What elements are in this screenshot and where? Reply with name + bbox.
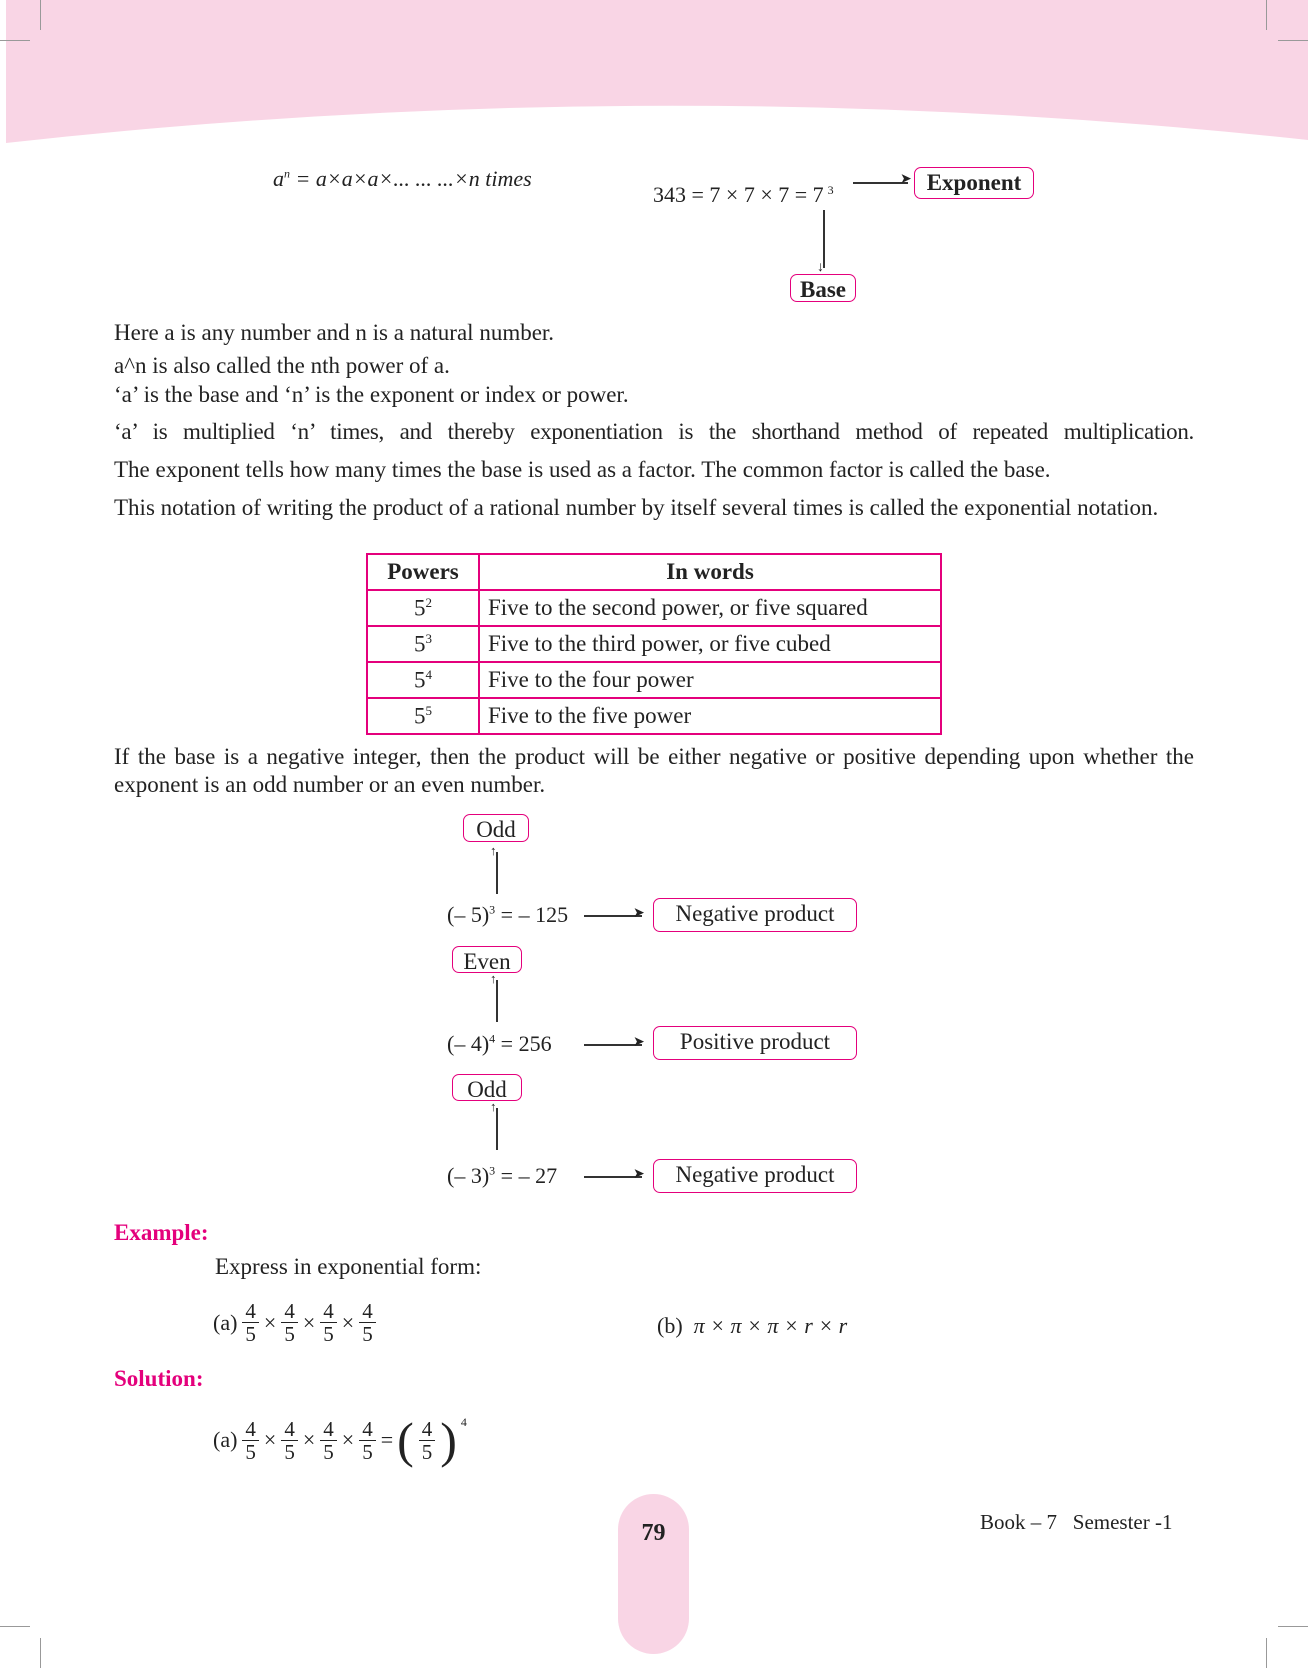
table-row: $5^2$ Five to the second power, or five squared xyxy=(367,590,941,626)
table-row: $5^5$ Five to the five power xyxy=(367,698,941,734)
header-in-words: In words xyxy=(479,554,941,590)
footer-book-info: Book – 7 Semester -1 xyxy=(980,1510,1173,1534)
power-definition-formula xyxy=(273,166,532,192)
example-equation xyxy=(653,182,834,208)
formula-times: times xyxy=(479,166,532,191)
powers-table xyxy=(366,553,942,735)
parity-box-odd: Odd xyxy=(463,814,529,842)
page-number-tab xyxy=(618,1494,689,1654)
formula-rest: = a×a×a×... ... ...× xyxy=(290,166,469,191)
textbook-page: $a^n = a\times a\times a\times$... ... ...×n times 343 = 7 × 7 × 7 = 7 $^3$ ➤ Exponent ↓ Base Here a is any number and n is a natural number. a^n is also called the nth power of a. ‘a’ is the base and ‘n’ is the exponent or index or power. ‘a’ is multiplied ‘n’ times, and thereby exponentiation is the shorthand method of repeated multiplication. The exponent tells how many times the base is used as a factor. The common factor is called the base. This notation of writing the product of a rational number by itself several times is called the exponential notation. Powers In words $5^2$ Five to the second power, or five squared $5^3$ Five to the third power, or five cubed $5^4$ Five to the four power $5^5$ Five to the five power If the base is a negative integer, then the product will be either negative or positive depending upon whether the exponent is an odd number or an even number. Odd ↑ (– 5)$^3$ = – 125 ➤ Negative product Even ↑ (– 4)$^4$ = 256 ➤ Positive product Odd ↑ (– 3)$^3$ = – 27 ➤ Negative product Example: Express in exponential form: (a) $\frac{4}{5}$ × $\frac{4}{5}$ × $\frac{4}{5}$ × $\frac{4}{5}$ (b) π × π × π × r × r Solution: (a) $\frac{4}{5}$ × $\frac{4}{5}$ × $\frac{4}{5}$ × $\frac{4}{5}$ = ( $\frac{4}{5}$ ) $^4$ 79 Book – 7 Semester -1 xyxy=(0,0,1308,1668)
example-heading: Example: xyxy=(114,1220,209,1245)
example-eq-text: 343 = 7 × 7 × 7 = 7 xyxy=(653,182,824,207)
parity-box-odd: Odd xyxy=(452,1074,522,1101)
example-instruction: Express in exponential form: xyxy=(215,1254,482,1279)
negative-base-paragraph: If the base is a negative integer, then the product will be either negative or positive depending upon whether the exponent is an odd number or an even number. xyxy=(114,744,1194,797)
neg4-fourth: (– 4)$^4$ = 256 xyxy=(447,1031,552,1056)
product-box-positive: Positive product xyxy=(653,1026,857,1060)
neg3-cubed: (– 3)$^3$ = – 27 xyxy=(447,1163,558,1188)
exponent-label-box: Exponent xyxy=(914,167,1034,199)
formula-exp: n xyxy=(284,166,290,181)
neg5-cubed: (– 5)$^3$ = – 125 xyxy=(447,902,569,927)
table-row: $5^4$ Five to the four power xyxy=(367,662,941,698)
example-part-a: (a) $\frac{4}{5}$ × $\frac{4}{5}$ × $\frac{4}{5}$ × $\frac{4}{5}$ xyxy=(213,1300,377,1345)
header-banner xyxy=(0,0,1308,160)
product-box-negative: Negative product xyxy=(653,1159,857,1193)
paragraph-3: ‘a’ is the base and ‘n’ is the exponent or index or power. xyxy=(114,382,629,407)
parity-box-even: Even xyxy=(452,946,522,973)
base-label-box: Base xyxy=(790,274,856,302)
page-number: 79 xyxy=(641,1520,666,1546)
solution-part-a: (a) $\frac{4}{5}$ × $\frac{4}{5}$ × $\frac{4}{5}$ × $\frac{4}{5}$ = ( $\frac{4}{5}$ ) $^4$ xyxy=(213,1412,467,1468)
paragraph-1: Here a is any number and n is a natural number. xyxy=(114,320,555,345)
paragraph-6: This notation of writing the product of a rational number by itself several times is called the exponential notation. xyxy=(114,495,1159,520)
formula-n: n xyxy=(468,166,480,191)
product-box-negative: Negative product xyxy=(653,898,857,932)
table-row: $5^3$ Five to the third power, or five cubed xyxy=(367,626,941,662)
paragraph-5: The exponent tells how many times the base is used as a factor. The common factor is called the base. xyxy=(114,457,1051,482)
paragraph-2: a^n is also called the nth power of a. xyxy=(114,353,450,378)
paragraph-4: ‘a’ is multiplied ‘n’ times, and thereby exponentiation is the shorthand method of repeated multiplication. xyxy=(114,419,1194,444)
header-powers: Powers xyxy=(367,554,479,590)
example-part-b: (b) π × π × π × r × r xyxy=(657,1313,848,1338)
example-exp: 3 xyxy=(827,182,834,197)
formula-base: a xyxy=(273,166,284,191)
solution-heading: Solution: xyxy=(114,1366,204,1391)
